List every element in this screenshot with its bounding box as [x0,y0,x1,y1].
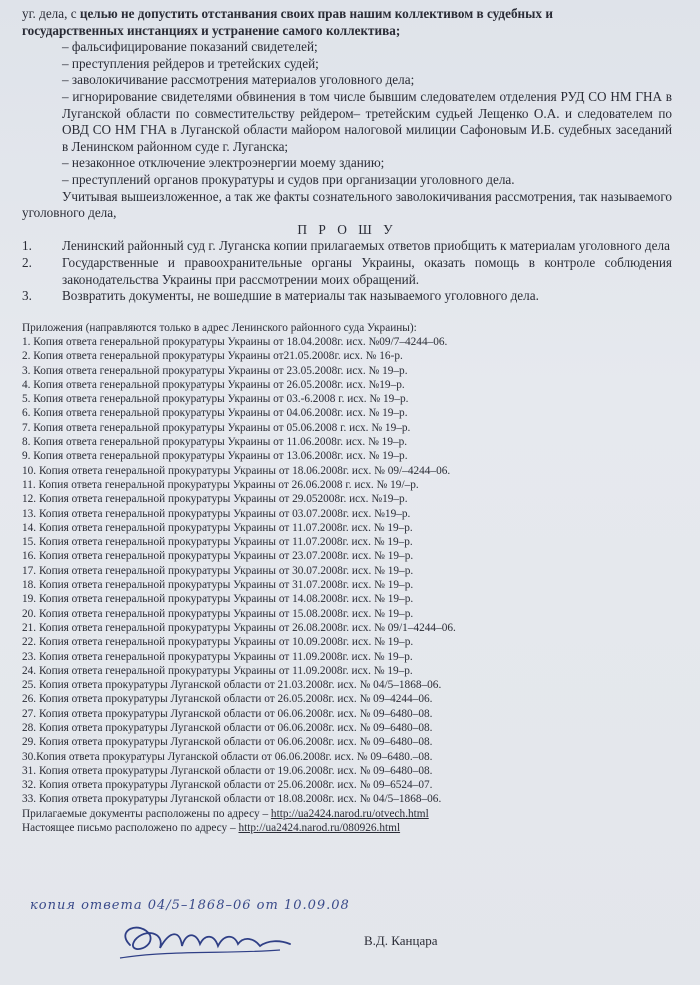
request-item-3 [22,288,672,305]
attachment-item: 6. Копия ответа генеральной прокуратуры Украины от 04.06.2008г. исх. № 19–р. [22,407,408,420]
request-number: 2. [22,254,32,270]
ignore-paragraph: – игнорирование свидетелями обвинения в том числе бывшим следователем отделения РУД СО НМ ГНА в Луганской области по совместительству рейдером– третейским судьей Лещенко О.А. и следователем по ОВД СО НМ ГНА в Луганской области майором налоговой милиции Сафоновым И.Б. судебных заседаний в Ленинском районном суде г. Луганска; [62,88,672,154]
intro-emphasis-1: целью не допустить отстанвания своих прав нашим коллективом в судебных и [79,6,553,21]
handwritten-note: копия ответа 04/5–1868–06 от 10.09.08 [30,898,350,913]
author-name: В.Д. Канцара [364,933,438,948]
attachment-item: 1. Копия ответа генеральной прокуратуры Украины от 18.04.2008г. исх. №09/7–4244–06. [22,335,448,348]
attachment-item: 5. Копия ответа генеральной прокуратуры Украины от 03.-6.2008 г. исх. № 19–р. [22,393,409,406]
attachment-item: 27. Копия ответа прокуратуры Луганской области от 06.06.2008г. исх. № 09–6480–08. [22,707,433,720]
attachment-item: 28. Копия ответа прокуратуры Луганской области от 06.06.2008г. исх. № 09–6480–08. [22,722,433,734]
letter-location [22,821,672,835]
letter-body [22,6,672,222]
attachment-item: 10. Копия ответа генеральной прокуратуры Украины от 18.06.2008г. исх. № 09/–4244–06. [22,464,451,477]
attachment-item: 9. Копия ответа генеральной прокуратуры Украины от 13.06.2008г. исх. № 19–р. [22,450,408,463]
attachments-location [22,807,672,821]
intro-emphasis-2: государственных инстанциях и устранение самого коллектива; [22,22,401,38]
attachment-item: 21. Копия ответа генеральной прокуратуры Украины от 26.08.2008г. исх. № 09/1–4244–06. [22,621,456,634]
considering-paragraph: Учитывая вышеизложенное, а так же факты сознательного заволокичивания рассмотрения, так называемого уголовного дела, [22,188,672,221]
signature-image [110,910,310,970]
attachments-header: Приложения (направляются только в адрес Ленинского районного суда Украины): [22,321,417,334]
list-item: – фальсифицирование показаний свидетелей; [62,39,318,55]
attachments-location-label: Прилагаемые документы расположены по адресу – [22,807,271,820]
attachment-item: 2. Копия ответа генеральной прокуратуры Украины от21.05.2008г. исх. № 16-р. [22,350,403,363]
attachment-item: 12. Копия ответа генеральной прокуратуры Украины от 29.052008г. исх. №19–р. [22,493,408,506]
attachment-item: 3. Копия ответа генеральной прокуратуры Украины от 23.05.2008г. исх. № 19–р. [22,364,408,377]
attachment-item: 29. Копия ответа прокуратуры Луганской области от 06.06.2008г. исх. № 09–6480–08. [22,736,433,749]
attachment-item: 11. Копия ответа генеральной прокуратуры Украины от 26.06.2008 г. исх. № 19/–р. [22,478,419,491]
request-item-2 [22,255,672,288]
attachment-item: 7. Копия ответа генеральной прокуратуры Украины от 05.06.2008 г. исх. № 19–р. [22,421,411,434]
attachments-link[interactable]: http://ua2424.narod.ru/otvech.html [270,807,429,820]
attachment-item: 19. Копия ответа генеральной прокуратуры Украины от 14.08.2008г. исх. № 19–р. [22,593,414,606]
attachment-item: 25. Копия ответа прокуратуры Луганской области от 21.03.2008г. исх. № 04/5–1868–06. [22,679,442,692]
list-item: – преступления рейдеров и третейских судей; [62,55,319,71]
request-number: 1. [22,238,32,254]
attachment-item: 20. Копия ответа генеральной прокуратуры Украины от 15.08.2008г. исх. № 19–р. [22,607,414,620]
attachment-item: 32. Копия ответа прокуратуры Луганской области от 25.06.2008г. исх. № 09–6524–07. [22,779,433,792]
letter-location-label: Настоящее письмо расположено по адресу – [22,822,239,835]
attachment-item: 8. Копия ответа генеральной прокуратуры Украины от 11.06.2008г. исх. № 19–р. [22,436,408,449]
letter-link[interactable]: http://ua2424.narod.ru/080926.html [238,822,401,835]
request-text: Возвратить документы, не вошедшие в материалы так называемого уголовного дела. [62,288,539,304]
request-title: П Р О Ш У [297,221,397,237]
intro-paragraph [22,6,672,39]
attachment-item: 15. Копия ответа генеральной прокуратуры Украины от 11.07.2008г. исх. № 19–р. [22,536,413,549]
attachment-item: 26. Копия ответа прокуратуры Луганской области от 26.05.2008г. исх. № 09–4244–06. [22,693,433,706]
attachment-item: 33. Копия ответа прокуратуры Луганской области от 18.08.2008г. исх. № 04/5–1868–06. [22,793,442,806]
list-item: – преступлений органов прокуратуры и судов при организации уголовного дела. [62,171,515,187]
attachment-item: 24. Копия ответа генеральной прокуратуры Украины от 11.09.2008г. исх. № 19–р. [22,664,413,677]
attachments-list [22,321,672,836]
request-number: 3. [22,288,32,304]
attachment-item: 31. Копия ответа прокуратуры Луганской области от 19.06.2008г. исх. № 09–6480–08. [22,764,433,777]
attachment-item: 13. Копия ответа генеральной прокуратуры Украины от 03.07.2008г. исх. №19–р. [22,507,411,520]
attachment-item: 23. Копия ответа генеральной прокуратуры Украины от 11.09.2008г. исх. № 19–р. [22,650,413,663]
attachment-item: 17. Копия ответа генеральной прокуратуры Украины от 30.07.2008г. исх. № 19–р. [22,564,414,577]
attachment-item: 14. Копия ответа генеральной прокуратуры Украины от 11.07.2008г. исх. № 19–р. [22,521,413,534]
request-text: Государственные и правоохранительные органы Украины, оказать помощь в контроле соблюдения законодательства Украины при рассмотрении моих обращений. [62,254,672,287]
intro-text: уг. дела, с [22,6,80,21]
attachment-item: 16. Копия ответа генеральной прокуратуры Украины от 23.07.2008г. исх. № 19–р. [22,550,414,563]
request-text: Ленинский районный суд г. Луганска копии прилагаемых ответов приобщить к материалам уголовного дела [62,238,670,254]
list-item: – незаконное отключение электроэнергии моему зданию; [62,155,385,171]
request-item-1 [22,238,672,255]
list-item: – заволокичивание рассмотрения материалов уголовного дела; [62,72,415,88]
attachment-item: 22. Копия ответа генеральной прокуратуры Украины от 10.09.2008г. исх. № 19–р. [22,636,414,649]
attachment-item: 4. Копия ответа генеральной прокуратуры Украины от 26.05.2008г. исх. №19–р. [22,378,405,391]
attachment-item: 30.Копия ответа прокуратуры Луганской области от 06.06.2008г. исх. № 09–6480.–08. [22,750,433,763]
attachment-item: 18. Копия ответа генеральной прокуратуры Украины от 31.07.2008г. исх. № 19–р. [22,579,414,592]
